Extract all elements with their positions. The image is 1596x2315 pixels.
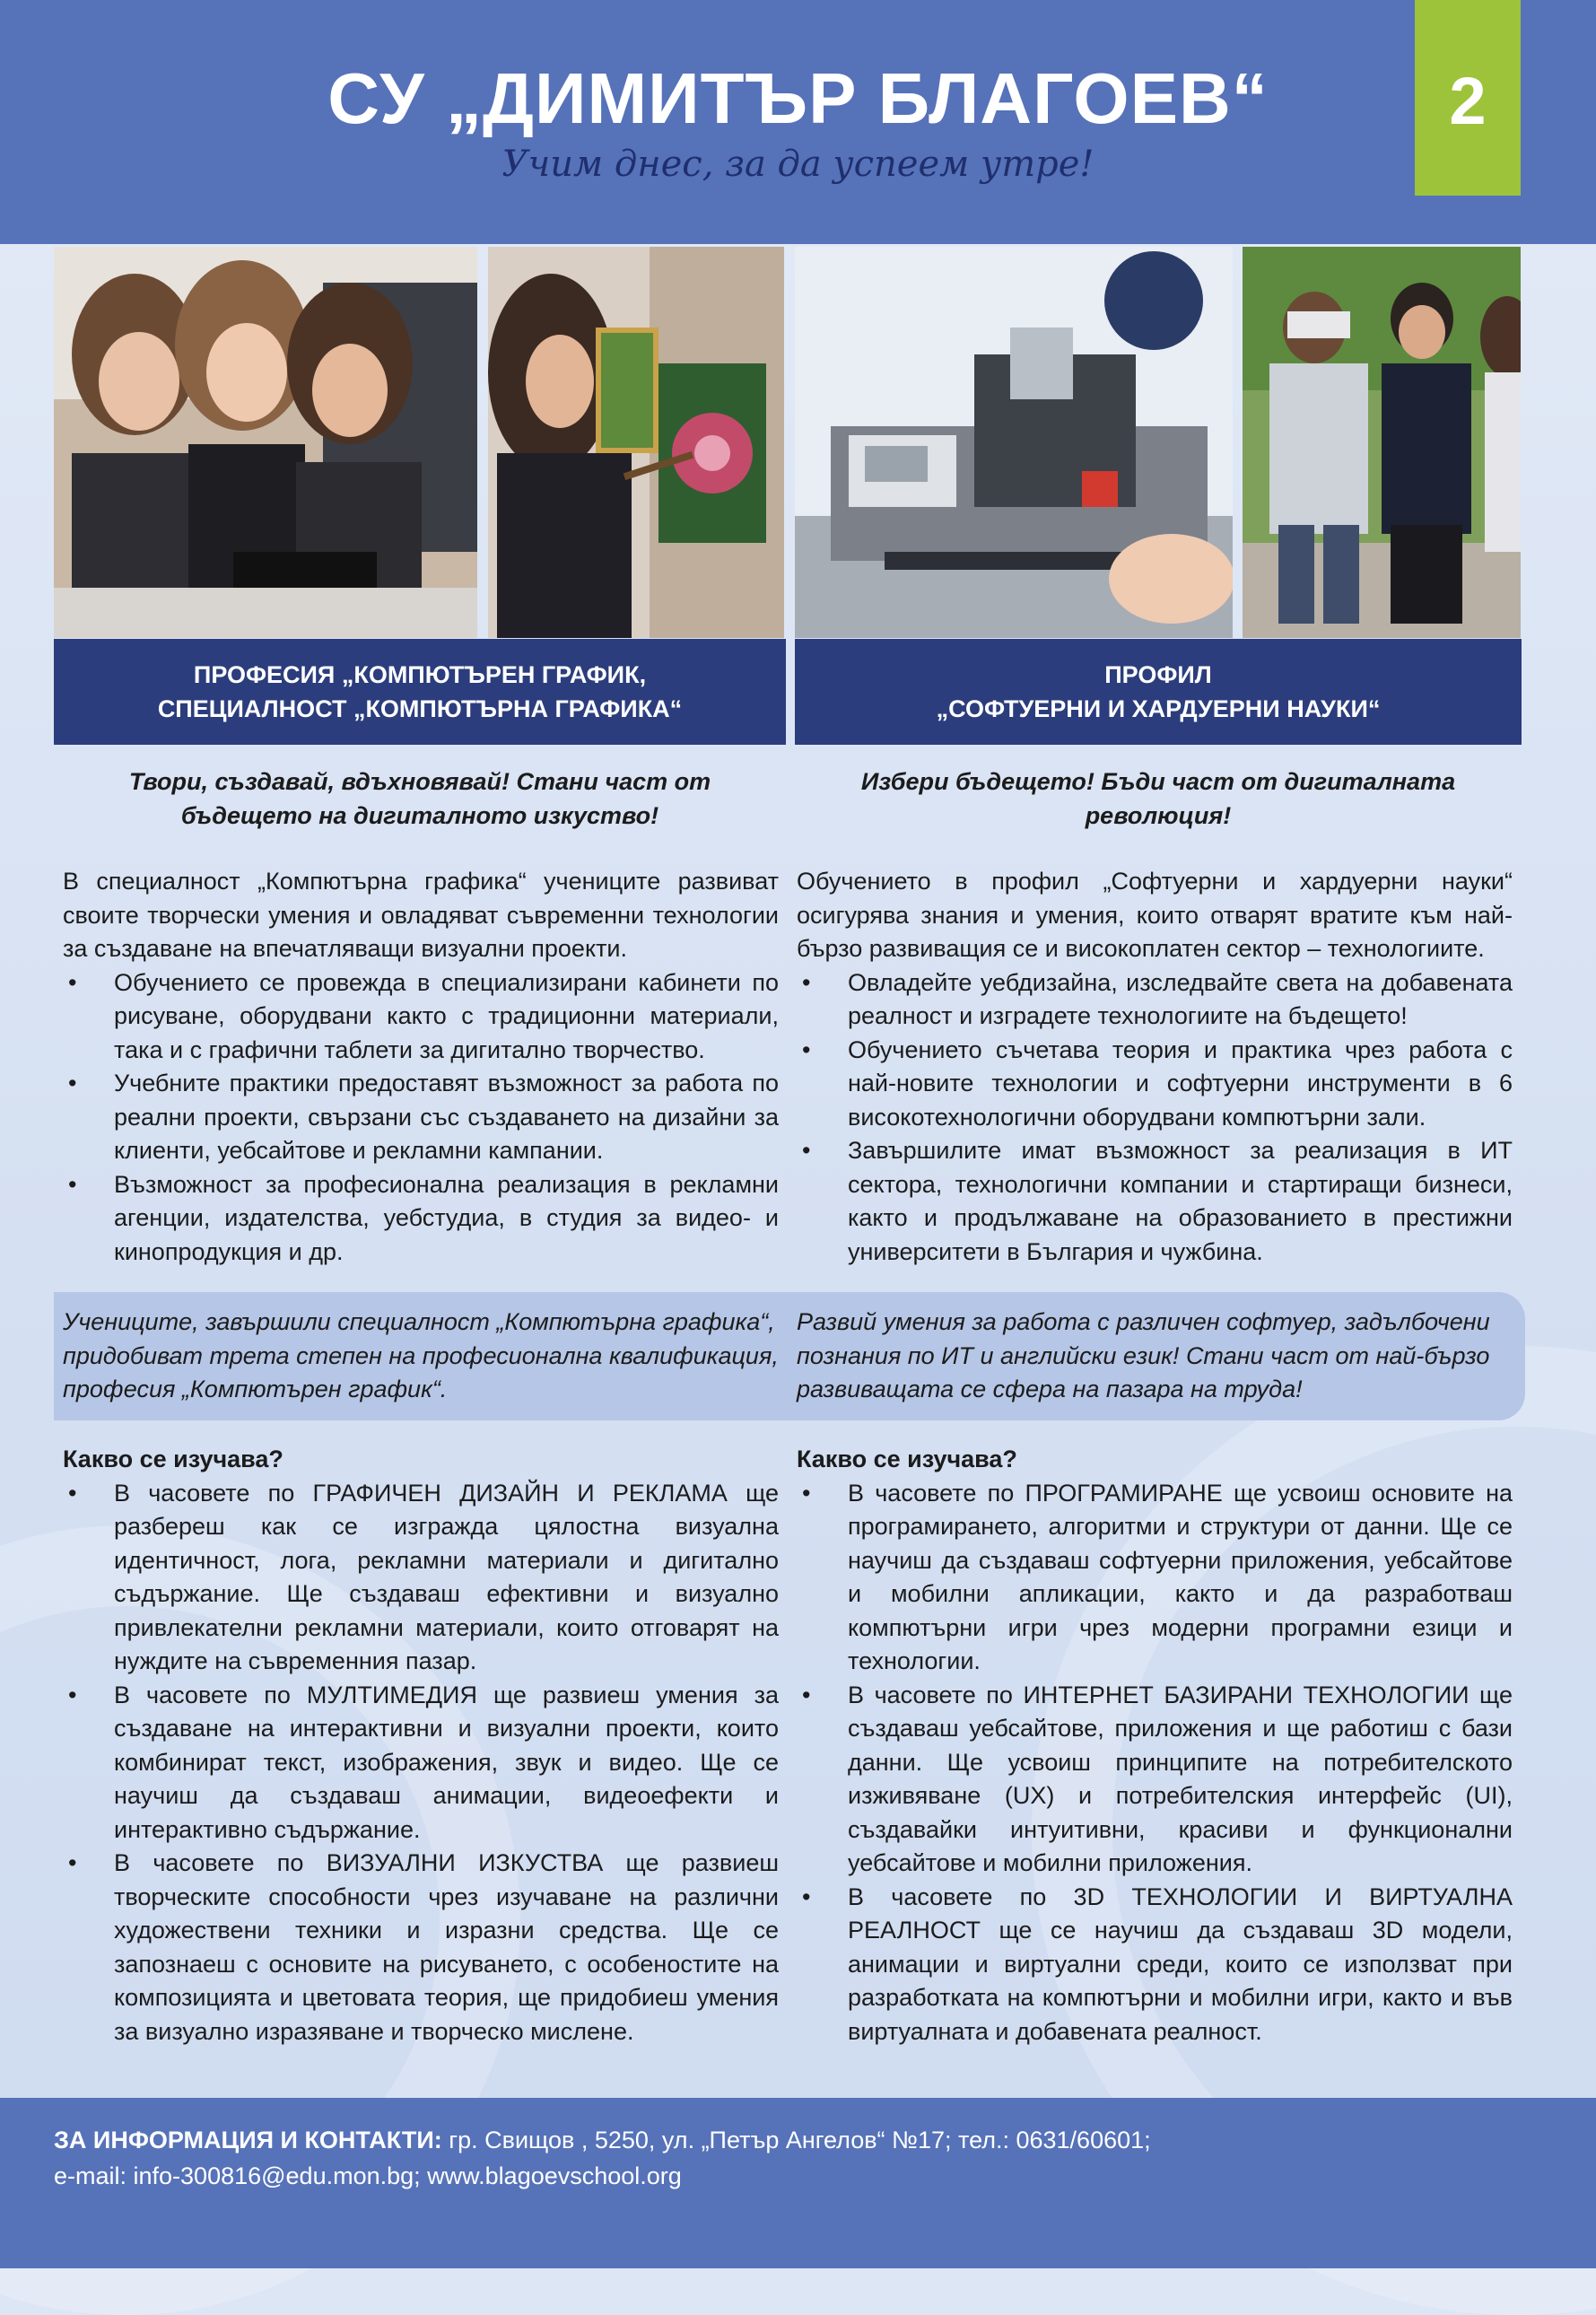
list-item: • Обучението се провежда в специализирани кабинети по рисуване, оборудвани както с традиционни материали, така и с графични таблети за дигитално творчество. [63,966,779,1068]
list-item: • В часовете по 3D ТЕХНОЛОГИИ И ВИРТУАЛНА РЕАЛНОСТ ще се научиш да създаваш 3D модели, анимации и виртуални среди, които се използват при разработката на компютърни и мобилни игри, както и във виртуалната и добавената реалност. [797,1881,1513,2049]
list-item: • Овладейте уебдизайна, изследвайте света на добавената реалност и изградете технологиите на бъдещето! [797,966,1513,1034]
section-heading-line: ПРОФИЛ [1104,661,1212,688]
list-item: • Учебните практики предоставят възможност за работа по реални проекти, свързани със създаването на дизайни за клиенти, уебсайтове и рекламни кампании. [63,1067,779,1168]
right-intro-text: Обучението в профил „Софтуерни и хардуерни науки“ осигурява знания и умения, които отварят вратите към най-бързо развиващия се и високоплатен сектор – технологиите. [797,868,1513,962]
contact-info [54,2122,1543,2194]
list-item: • Възможност за професионална реализация в рекламни агенции, издателства, уебстудиа, в студия за видео- и кинопродукция и др. [63,1168,779,1270]
section-heading-line: „СОФТУЕРНИ И ХАРДУЕРНИ НАУКИ“ [936,695,1381,722]
school-motto: Учим днес, за да успеем утре! [501,144,1095,185]
vr-headset-students-photo [1243,247,1521,638]
band-text-left: Учениците, завършили специалност „Компютърна графика“, придобиват трета степен на професионална квалификация, професия „Компютърен график“. [63,1308,779,1402]
left-study-list [63,1477,779,2049]
contact-line [54,2122,1543,2158]
list-item: • В часовете по ВИЗУАЛНИ ИЗКУСТВА ще развиеш творческите способности чрез изучаване на различни художествени техники и изразни средства. Ще се запознаеш с основите на рисуването, с особеностите на композицията и цветовата теория, ще придобиеш умения за визуално изразяване и творческо мислене. [63,1847,779,2049]
students-at-computers-photo [54,247,477,638]
left-intro-list [63,966,779,1270]
tagline-line: бъдещето на дигиталното изкуство! [180,802,659,829]
section-header-computer-graphics [54,639,786,745]
section-heading-line: СПЕЦИАЛНОСТ „КОМПЮТЪРНА ГРАФИКА“ [157,695,683,722]
list-item: • В часовете по МУЛТИМЕДИЯ ще развиеш умения за създаване на интерактивни и визуални проекти, които комбинират текст, изображения, звук и видео. Ще се научиш да създаваш анимации, видеоефекти и интерактивно съдържание. [63,1679,779,1848]
list-item: • В часовете по ПРОГРАМИРАНЕ ще усвоиш основите на програмирането, алгоритми и структури от данни. Ще се научиш да създаваш софтуерни приложения, уебсайтове и мобилни апликации, както и да разработваш компютърни игри чрез модерни програмни езици и технологии. [797,1477,1513,1679]
tagline-right [795,764,1522,833]
contact-email-web: e-mail: info-300816@edu.mon.bg; www.blagoevschool.org [54,2162,682,2189]
right-intro-list [797,966,1513,1270]
left-intro-block [63,865,779,1269]
page-number-badge-tail [1415,176,1521,196]
school-title: СУ „ДИМИТЪР БЛАГОЕВ“ [327,58,1269,138]
tagline-line: Твори, създавай, вдъхновявай! Стани част от [128,768,711,795]
contact-label: ЗА ИНФОРМАЦИЯ И КОНТАКТИ: [54,2127,442,2153]
contact-address: гр. Свищов , 5250, ул. „Петър Ангелов“ №17; тел.: 0631/60601; [441,2127,1151,2153]
study-heading: Какво се изучава? [63,1446,283,1472]
list-item: • В часовете по ИНТЕРНЕТ БАЗИРАНИ ТЕХНОЛОГИИ ще създаваш уебсайтове, приложения и ще работиш с бази данни. Ще усвоиш принципите на потребителското изживяване (UX) и потребителския интерфейс (UI), създавайки интуитивни, красиви и функционални уебсайтове и мобилни приложения. [797,1679,1513,1881]
band-text-right: Развий умения за работа с различен софтуер, задълбочени познания по ИТ и английски език! Стани част от най-бързо развиващата се сфера на пазара на труда! [797,1308,1490,1402]
student-painting-photo [488,247,784,638]
page-number: 2 [1449,64,1487,138]
tagline-line: революция! [1085,802,1232,829]
study-heading: Какво се изучава? [797,1446,1017,1472]
list-item: • Завършилите имат възможност за реализация в ИТ сектора, технологични компании и стартиращи бизнеси, както и продължаване на образованието в престижни университети в България и чужбина. [797,1134,1513,1269]
left-study-block [63,1443,779,2049]
robotics-kit-photo [795,247,1233,638]
list-item: • Обучението съчетава теория и практика чрез работа с най-новите технологии и софтуерни инструменти в 6 високотехнологични оборудвани компютърни зали. [797,1034,1513,1135]
right-intro-block [797,865,1513,1269]
section-header-software-hardware [795,639,1522,745]
right-study-list [797,1477,1513,2049]
section-heading-line: ПРОФЕСИЯ „КОМПЮТЪРЕН ГРАФИК, [193,661,647,688]
tagline-line: Избери бъдещето! Бъди част от дигиталната [860,768,1456,795]
left-intro-text: В специалност „Компютърна графика“ учениците развиват своите творчески умения и овладяват съвременни технологии за създаване на впечатляващи визуални проекти. [63,868,779,962]
list-item: • В часовете по ГРАФИЧЕН ДИЗАЙН И РЕКЛАМА ще разбереш как се изгражда цялостна визуална идентичност, лога, рекламни материали и дигитално съдържание. Ще създаваш ефективни и визуално привлекателни рекламни материали, които отговарят на нуждите на съвременния пазар. [63,1477,779,1679]
tagline-left [54,764,786,833]
right-study-block [797,1443,1513,2049]
